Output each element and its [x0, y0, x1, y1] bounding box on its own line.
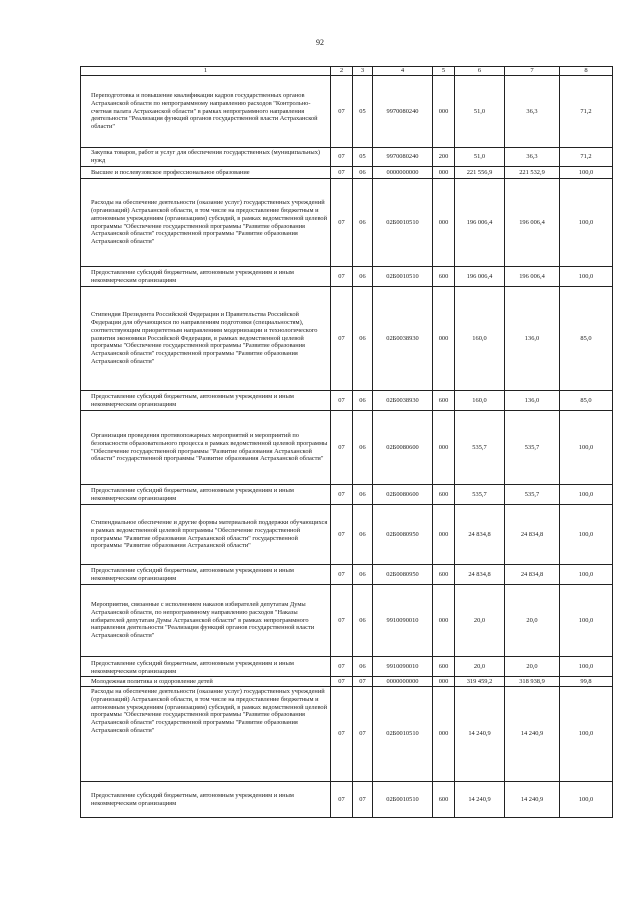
- subsection-code: 06: [353, 167, 373, 179]
- section-code: 07: [331, 485, 353, 505]
- section-code: 07: [331, 167, 353, 179]
- subsection-code: 05: [353, 148, 373, 167]
- target-article-code: 02Б0080600: [373, 411, 433, 485]
- planned-amount: 160,0: [455, 391, 505, 411]
- table-row: [81, 411, 613, 485]
- execution-percent: 100,0: [560, 585, 613, 657]
- target-article-code: 02Б0038930: [373, 287, 433, 391]
- executed-amount: 535,7: [505, 411, 560, 485]
- subsection-code: 06: [353, 179, 373, 267]
- execution-percent: 100,0: [560, 485, 613, 505]
- row-name: Переподготовка и повышение квалификации кадров государственных органов Астраханской области по непрограммному направлению расходов "Контрольно-счетная палата Астраханской области" в рамках непрограммного направления деятельности "Реализация функций органов государственной власти Астраханской области": [81, 76, 331, 148]
- execution-percent: 100,0: [560, 505, 613, 565]
- expense-type-code: 000: [433, 677, 455, 687]
- row-name: Предоставление субсидий бюджетным, автономным учреждениям и иным некоммерческим организациям: [81, 565, 331, 585]
- expense-type-code: 600: [433, 267, 455, 287]
- executed-amount: 24 834,8: [505, 565, 560, 585]
- row-name: Стипендия Президента Российской Федерации и Правительства Российской Федерации для обучающихся по направлениям подготовки (специальностям), соответствующим приоритетным направлениям модернизации и технологического развития экономики Российской Федерации, в рамках ведомственной целевой программы "Обеспечение государственной программы "Развитие образования Астраханской области" государственной программы "Развитие образования Астраханской области": [81, 287, 331, 391]
- target-article-code: 02Б0038930: [373, 391, 433, 411]
- planned-amount: 24 834,8: [455, 505, 505, 565]
- budget-table: [80, 66, 613, 818]
- table-row: [81, 687, 613, 782]
- section-code: 07: [331, 391, 353, 411]
- executed-amount: 14 240,9: [505, 687, 560, 782]
- section-code: 07: [331, 585, 353, 657]
- planned-amount: 160,0: [455, 287, 505, 391]
- target-article-code: 02Б0010510: [373, 267, 433, 287]
- section-code: 07: [331, 677, 353, 687]
- target-article-code: 02Б0080950: [373, 505, 433, 565]
- subsection-code: 06: [353, 657, 373, 677]
- execution-percent: 85,0: [560, 391, 613, 411]
- col-header-6: 6: [455, 67, 505, 76]
- execution-percent: 100,0: [560, 179, 613, 267]
- planned-amount: 319 459,2: [455, 677, 505, 687]
- expense-type-code: 000: [433, 76, 455, 148]
- row-name: Предоставление субсидий бюджетным, автономным учреждениям и иным некоммерческим организациям: [81, 657, 331, 677]
- section-code: 07: [331, 148, 353, 167]
- subsection-code: 06: [353, 267, 373, 287]
- expense-type-code: 000: [433, 179, 455, 267]
- row-name: Высшее и послевузовское профессиональное образование: [81, 167, 331, 179]
- section-code: 07: [331, 687, 353, 782]
- section-code: 07: [331, 505, 353, 565]
- executed-amount: 14 240,9: [505, 782, 560, 818]
- execution-percent: 100,0: [560, 687, 613, 782]
- target-article-code: 02Б0080600: [373, 485, 433, 505]
- row-name: Предоставление субсидий бюджетным, автономным учреждениям и иным некоммерческим организациям: [81, 485, 331, 505]
- expense-type-code: 600: [433, 565, 455, 585]
- target-article-code: 0000000000: [373, 167, 433, 179]
- planned-amount: 196 006,4: [455, 267, 505, 287]
- table-row: [81, 677, 613, 687]
- row-name: Предоставление субсидий бюджетным, автономным учреждениям и иным некоммерческим организациям: [81, 267, 331, 287]
- executed-amount: 196 006,4: [505, 267, 560, 287]
- row-name: Предоставление субсидий бюджетным, автономным учреждениям и иным некоммерческим организациям: [81, 391, 331, 411]
- execution-percent: 100,0: [560, 267, 613, 287]
- table-row: [81, 657, 613, 677]
- table-row: [81, 485, 613, 505]
- planned-amount: 20,0: [455, 585, 505, 657]
- target-article-code: 9910090010: [373, 585, 433, 657]
- row-name: Организация проведения противопожарных мероприятий и мероприятий по безопасности образовательного процесса в рамках ведомственной целевой программы "Обеспечение государственной программы "Развитие образования Астраханской области" государственной программы "Развитие образования Астраханской области": [81, 411, 331, 485]
- execution-percent: 100,0: [560, 782, 613, 818]
- section-code: 07: [331, 287, 353, 391]
- row-name: Мероприятия, связанные с исполнением наказов избирателей депутатам Думы Астраханской области, по непрограммному направлению расходов "Наказы избирателей депутатам Думы Астраханской области" в рамках непрограммного направления деятельности "Реализация функций органов государственной власти Астраханской области": [81, 585, 331, 657]
- table-row: [81, 585, 613, 657]
- col-header-5: 5: [433, 67, 455, 76]
- table-row: [81, 167, 613, 179]
- expense-type-code: 000: [433, 505, 455, 565]
- expense-type-code: 000: [433, 585, 455, 657]
- table-row: [81, 148, 613, 167]
- col-header-3: 3: [353, 67, 373, 76]
- section-code: 07: [331, 565, 353, 585]
- col-header-1: 1: [81, 67, 331, 76]
- expense-type-code: 000: [433, 411, 455, 485]
- table-row: [81, 287, 613, 391]
- planned-amount: 51,0: [455, 76, 505, 148]
- execution-percent: 85,0: [560, 287, 613, 391]
- subsection-code: 07: [353, 677, 373, 687]
- expense-type-code: 000: [433, 287, 455, 391]
- target-article-code: 02Б0010510: [373, 179, 433, 267]
- table-row: [81, 391, 613, 411]
- row-name: Молодежная политика и оздоровление детей: [81, 677, 331, 687]
- executed-amount: 535,7: [505, 485, 560, 505]
- subsection-code: 05: [353, 76, 373, 148]
- target-article-code: 02Б0080950: [373, 565, 433, 585]
- page-number: 92: [316, 38, 324, 47]
- planned-amount: 221 556,9: [455, 167, 505, 179]
- header-row: [81, 67, 613, 76]
- expense-type-code: 600: [433, 485, 455, 505]
- planned-amount: 535,7: [455, 411, 505, 485]
- execution-percent: 100,0: [560, 657, 613, 677]
- target-article-code: 9970080240: [373, 76, 433, 148]
- table-row: [81, 267, 613, 287]
- target-article-code: 9910090010: [373, 657, 433, 677]
- section-code: 07: [331, 657, 353, 677]
- planned-amount: 20,0: [455, 657, 505, 677]
- row-name: Расходы на обеспечение деятельности (оказание услуг) государственных учреждений (организаций) Астраханской области, в том числе на предоставление бюджетным и автономным учреждениям (организациям) субсидий, в рамках ведомственной целевой программы "Обеспечение государственной программы "Развитие образования Астраханской области" государственной программы "Развитие образования Астраханской области": [81, 179, 331, 267]
- table-row: [81, 76, 613, 148]
- table-row: [81, 179, 613, 267]
- execution-percent: 100,0: [560, 565, 613, 585]
- subsection-code: 06: [353, 565, 373, 585]
- target-article-code: 02Б0010510: [373, 782, 433, 818]
- execution-percent: 100,0: [560, 411, 613, 485]
- executed-amount: 36,3: [505, 76, 560, 148]
- col-header-8: 8: [560, 67, 613, 76]
- executed-amount: 318 938,9: [505, 677, 560, 687]
- subsection-code: 06: [353, 585, 373, 657]
- subsection-code: 06: [353, 485, 373, 505]
- col-header-7: 7: [505, 67, 560, 76]
- expense-type-code: 600: [433, 657, 455, 677]
- section-code: 07: [331, 782, 353, 818]
- expense-type-code: 000: [433, 687, 455, 782]
- row-name: Расходы на обеспечение деятельности (оказание услуг) государственных учреждений (организаций) Астраханской области, в том числе на предоставление бюджетным и автономным учреждениям (организациям) субсидий, в рамках ведомственной целевой программы "Обеспечение государственной программы "Развитие образования Астраханской области" государственной программы "Развитие образования Астраханской области": [81, 687, 331, 782]
- expense-type-code: 600: [433, 782, 455, 818]
- row-name: Предоставление субсидий бюджетным, автономным учреждениям и иным некоммерческим организациям: [81, 782, 331, 818]
- execution-percent: 99,8: [560, 677, 613, 687]
- subsection-code: 07: [353, 782, 373, 818]
- target-article-code: 02Б0010510: [373, 687, 433, 782]
- row-name: Закупка товаров, работ и услуг для обеспечения государственных (муниципальных) нужд: [81, 148, 331, 167]
- col-header-2: 2: [331, 67, 353, 76]
- row-name: Стипендиальное обеспечение и другие формы материальной поддержки обучающихся в рамках ведомственной целевой программы "Обеспечение государственной программы "Развитие образования Астраханской области" государственной программы "Развитие образования Астраханской области": [81, 505, 331, 565]
- executed-amount: 20,0: [505, 657, 560, 677]
- expense-type-code: 000: [433, 167, 455, 179]
- subsection-code: 06: [353, 391, 373, 411]
- executed-amount: 136,0: [505, 287, 560, 391]
- execution-percent: 71,2: [560, 148, 613, 167]
- planned-amount: 196 006,4: [455, 179, 505, 267]
- subsection-code: 06: [353, 287, 373, 391]
- section-code: 07: [331, 411, 353, 485]
- executed-amount: 136,0: [505, 391, 560, 411]
- table-row: [81, 505, 613, 565]
- subsection-code: 06: [353, 411, 373, 485]
- subsection-code: 06: [353, 505, 373, 565]
- table-row: [81, 782, 613, 818]
- executed-amount: 24 834,8: [505, 505, 560, 565]
- executed-amount: 20,0: [505, 585, 560, 657]
- section-code: 07: [331, 76, 353, 148]
- planned-amount: 535,7: [455, 485, 505, 505]
- subsection-code: 07: [353, 687, 373, 782]
- planned-amount: 14 240,9: [455, 782, 505, 818]
- executed-amount: 221 532,9: [505, 167, 560, 179]
- execution-percent: 100,0: [560, 167, 613, 179]
- section-code: 07: [331, 179, 353, 267]
- execution-percent: 71,2: [560, 76, 613, 148]
- executed-amount: 196 006,4: [505, 179, 560, 267]
- target-article-code: 0000000000: [373, 677, 433, 687]
- table-row: [81, 565, 613, 585]
- planned-amount: 14 240,9: [455, 687, 505, 782]
- planned-amount: 51,0: [455, 148, 505, 167]
- target-article-code: 9970080240: [373, 148, 433, 167]
- executed-amount: 36,3: [505, 148, 560, 167]
- planned-amount: 24 834,8: [455, 565, 505, 585]
- section-code: 07: [331, 267, 353, 287]
- expense-type-code: 600: [433, 391, 455, 411]
- expense-type-code: 200: [433, 148, 455, 167]
- col-header-4: 4: [373, 67, 433, 76]
